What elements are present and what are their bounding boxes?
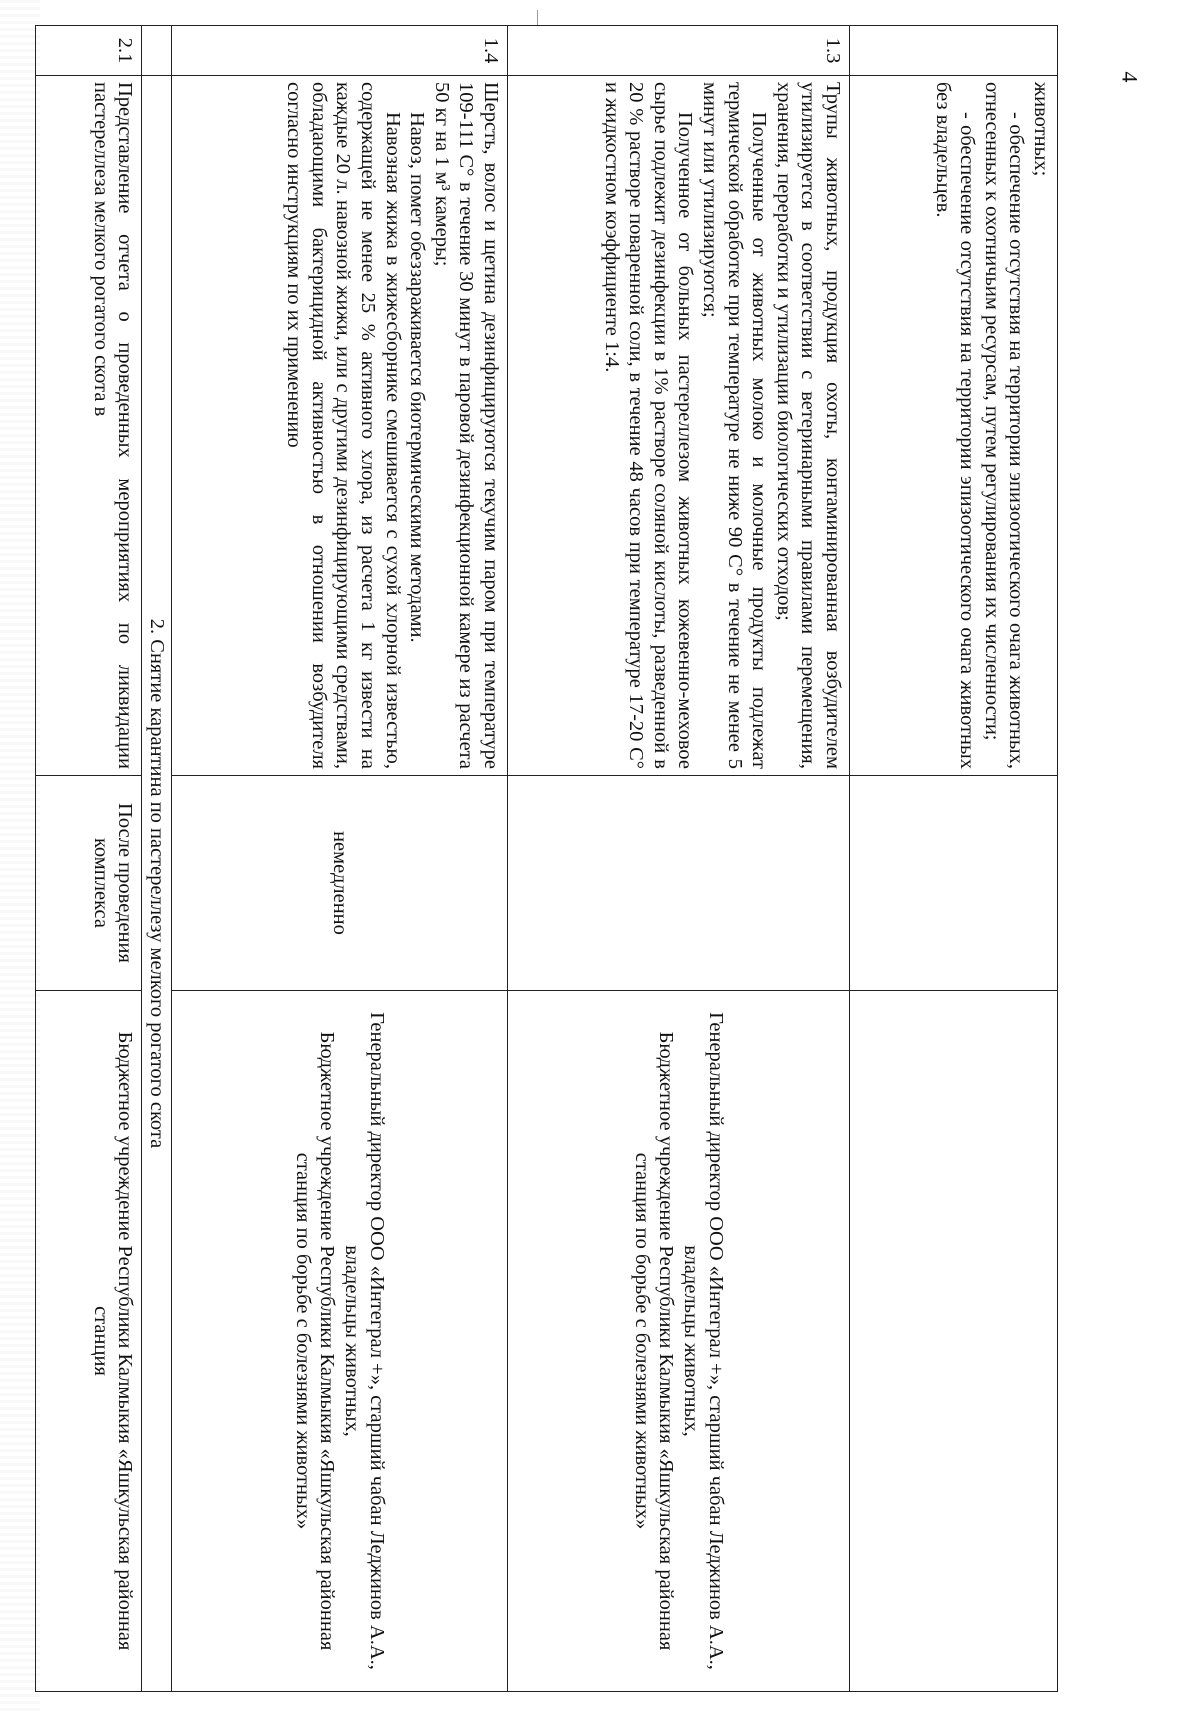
responsible-line: Бюджетное учреждение Республики Калмыкия «Яшкульская районная станция по борьбе с болезнями животных» [291, 1031, 339, 1651]
row-number: 2.1 [36, 26, 142, 76]
responsible-line: Генеральный директор ООО «Интеграл +», старший чабан Леджинов А.А., [365, 1012, 388, 1670]
section-spacer [142, 26, 172, 76]
action-paragraph: Полученные от животных молоко и молочные продукты подлежат термической обработке при температуре не ниже 90 С° в течение не менее 5 минут или утилизируются; [699, 82, 771, 769]
action-cell [508, 76, 850, 776]
rotated-page [38, 25, 1058, 1691]
action-paragraph: Полученное от больных пастереллезом животных кожевенно-меховое сырье подлежит дезинфекции в 1% растворе соляной кислоты, разведенной в 20 % растворе поваренной соли, в течение 48 часов при температуре 17-20 С° и жидкостном коэффициенте 1:4. [600, 82, 697, 769]
responsible-line: владельцы животных, [341, 1245, 364, 1437]
responsible-line: владельцы животных, [680, 1245, 703, 1437]
responsible-line: Бюджетное учреждение Республики Калмыкия «Яшкульская районная станция по борьбе с болезнями животных» [630, 1031, 678, 1651]
term-cell [850, 776, 1058, 991]
action-paragraph: Шерсть, волос и щетина дезинфицируются текучим паром при температуре 109-111 С° в течение 30 минут в паровой дезинфекционной камере из расчета 50 кг на 1 м³ камеры; [430, 82, 502, 769]
action-paragraph: животных; [1030, 82, 1052, 177]
scan-edge-noise [0, 0, 40, 1711]
table-row [172, 26, 508, 1692]
action-paragraph: Навозная жижа в жижесборнике смешивается с сухой хлорной известью, содержащей не менее 25 % активного хлора, из расчета 1 кг извести на каждые 20 л. навозной жижи, или с другими дезинфицирующими средствами, обладающими бактерицидной активностью в отношении возбудителя согласно инструкциям по их применению [283, 82, 404, 769]
rotated-content [38, 25, 1058, 1691]
row-number [850, 26, 1058, 76]
action-paragraph: - обеспечение отсутствия на территории эпизоотического очага животных без владельцев. [931, 82, 979, 769]
page-number: 4 [1117, 71, 1143, 83]
action-cell [172, 76, 508, 776]
section-row [142, 26, 172, 1692]
action-paragraph: - обеспечение отсутствия на территории эпизоотического очага животных, отнесенных к охотничьим ресурсам, путем регулирования их численности; [980, 82, 1028, 769]
table-row [36, 26, 142, 1692]
responsible-cell [850, 991, 1058, 1692]
responsible-cell [508, 991, 850, 1692]
action-paragraph: Навоз, помет обеззараживается биотермическими методами. [406, 112, 429, 643]
term-cell: После проведения комплекса [36, 776, 142, 991]
section-title: 2. Снятие карантина по пастереллезу мелкого рогатого скота [142, 76, 172, 1692]
term-cell [508, 776, 850, 991]
scan-mark [537, 10, 538, 26]
row-number: 1.3 [508, 26, 850, 76]
table-row [508, 26, 850, 1692]
responsible-cell [172, 991, 508, 1692]
row-number: 1.4 [172, 26, 508, 76]
responsible-line: Генеральный директор ООО «Интеграл +», старший чабан Леджинов А.А., [704, 1012, 727, 1670]
action-cell [36, 76, 142, 776]
table-row [850, 26, 1058, 1692]
action-paragraph: Трупы животных, продукция охоты, контаминированная возбудителем утилизируется в соответствии с ветеринарными правилами перемещения, хранения, переработки и утилизации биологических отходов; [772, 82, 844, 769]
term-cell: немедленно [172, 776, 508, 991]
measures-table [35, 25, 1058, 1692]
action-cell [850, 76, 1058, 776]
responsible-cell: Бюджетное учреждение Республики Калмыкия «Яшкульская районная станция [36, 991, 142, 1692]
action-paragraph: Представление отчета о проведенных мероприятиях по ликвидации пастереллеза мелкого рогатого скота в [89, 82, 137, 769]
